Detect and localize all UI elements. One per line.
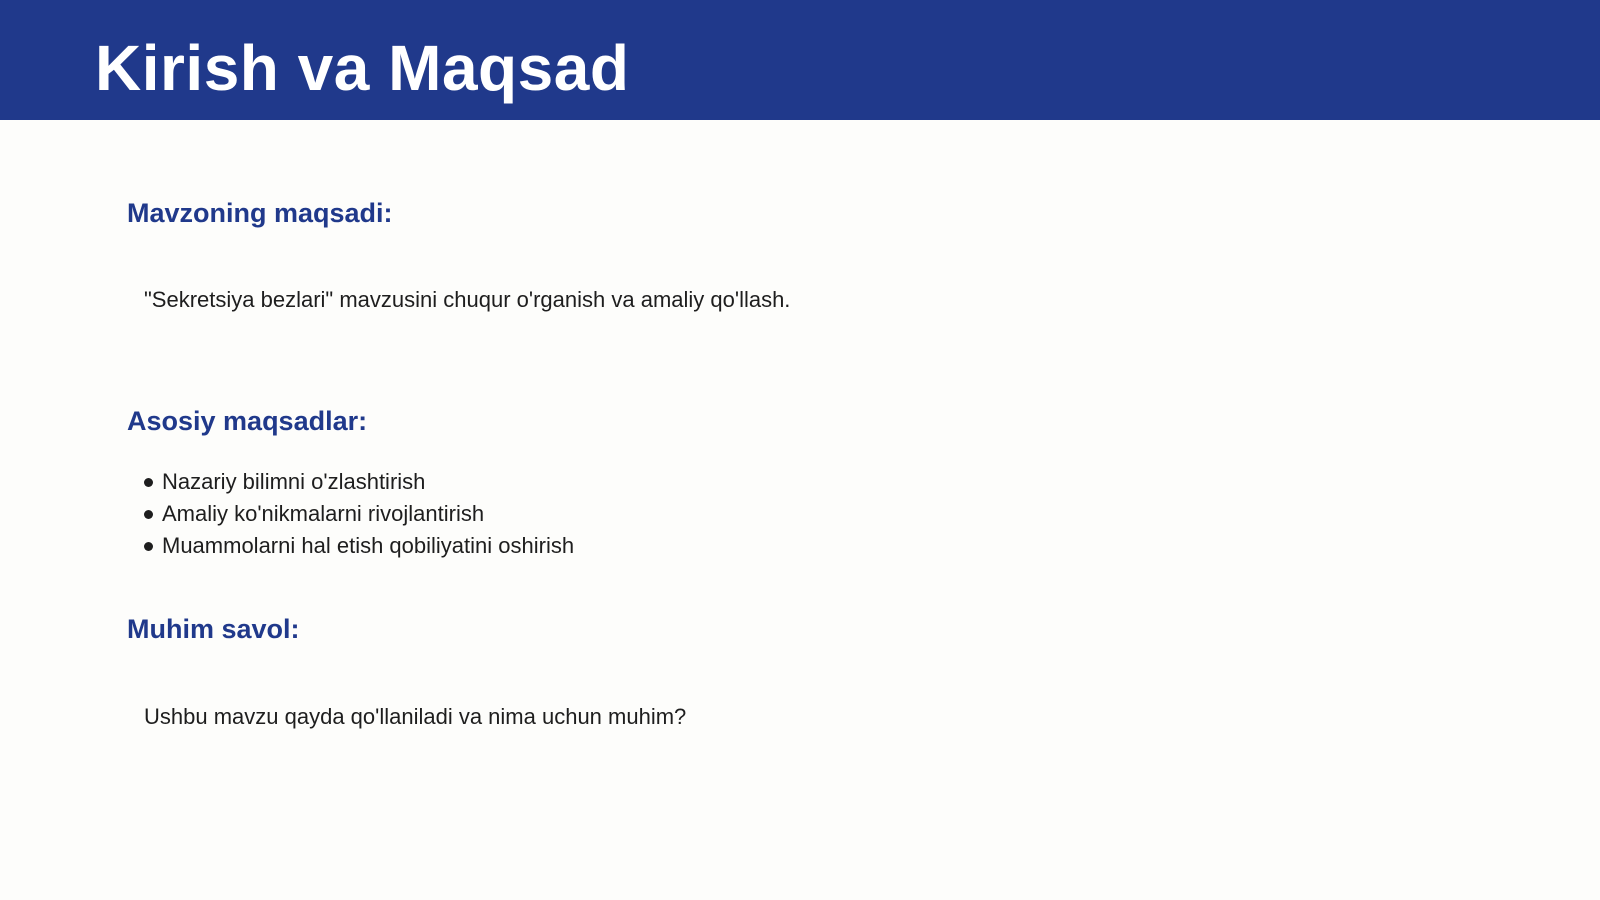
list-item bbox=[144, 466, 574, 498]
list-item-label: Muammolarni hal etish qobiliyatini oshirish bbox=[162, 533, 575, 558]
list-item-label: Amaliy ko'nikmalarni rivojlantirish bbox=[162, 501, 485, 526]
main-goals-list bbox=[144, 466, 574, 562]
key-question-heading: Muhim savol: bbox=[127, 614, 300, 644]
list-item bbox=[144, 530, 574, 562]
slide-content bbox=[0, 120, 1600, 900]
bullet-icon bbox=[144, 478, 153, 487]
bullet-icon bbox=[144, 542, 153, 551]
bullet-icon bbox=[144, 510, 153, 519]
key-question-text: Ushbu mavzu qayda qo'llaniladi va nima uchun muhim? bbox=[144, 704, 687, 729]
list-item bbox=[144, 498, 574, 530]
purpose-text: "Sekretsiya bezlari" mavzusini chuqur o'rganish va amaliy qo'llash. bbox=[144, 287, 791, 312]
purpose-heading: Mavzoning maqsadi: bbox=[127, 198, 393, 228]
slide-title: Kirish va Maqsad bbox=[95, 32, 630, 104]
list-item-label: Nazariy bilimni o'zlashtirish bbox=[162, 469, 426, 494]
main-goals-heading: Asosiy maqsadlar: bbox=[127, 406, 368, 436]
title-bar bbox=[0, 0, 1600, 120]
